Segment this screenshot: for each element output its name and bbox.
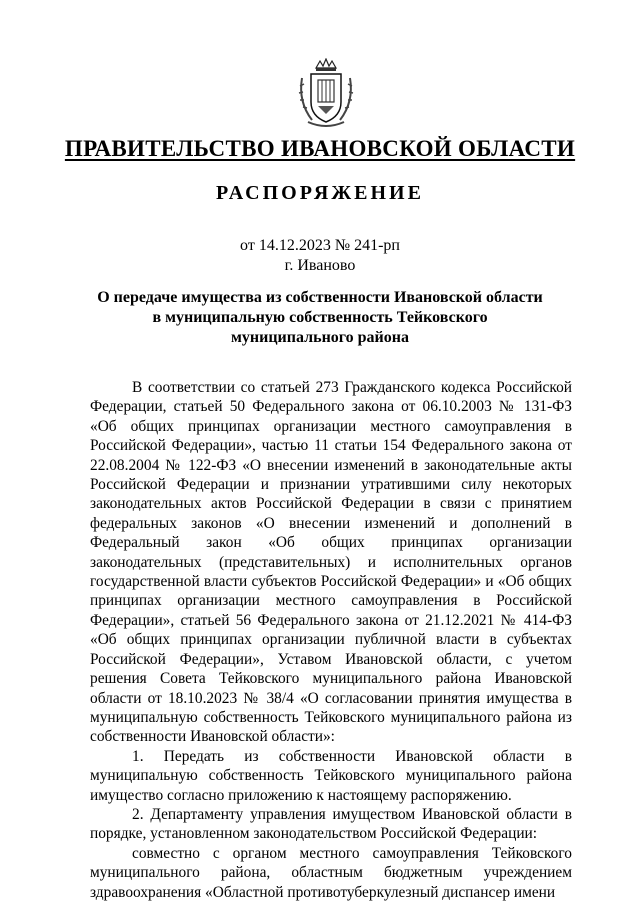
document-body — [90, 378, 572, 902]
body-paragraph: 1. Передать из собственности Ивановской области в муниципальную собственность Тейковского муниципального района имущество согласно приложению к настоящему распоряжению. — [90, 747, 572, 804]
subject-line: в муниципальную собственность Тейковского — [152, 309, 488, 326]
city: г. Иваново — [284, 257, 356, 274]
body-paragraph: совместно с органом местного самоуправления Тейковского муниципального района, областным бюджетным учреждением здравоохранения «Областной противотуберкулезный диспансер имени — [90, 844, 572, 901]
document-subject — [60, 288, 580, 348]
subject-line: О передаче имущества из собственности Ивановской области — [97, 289, 543, 306]
coat-of-arms-icon — [296, 58, 356, 130]
document-type-heading: РАСПОРЯЖЕНИЕ — [216, 182, 424, 204]
government-title: ПРАВИТЕЛЬСТВО ИВАНОВСКОЙ ОБЛАСТИ — [64, 136, 576, 161]
subject-line: муниципального района — [231, 329, 409, 346]
document-meta — [0, 236, 640, 276]
body-paragraph: 2. Департаменту управления имуществом Ивановской области в порядке, установленном законодательством Российской Федерации: — [90, 805, 572, 843]
body-paragraph: В соответствии со статьей 273 Гражданского кодекса Российской Федерации, статьей 50 Федерального закона от 06.10.2003 № 131-ФЗ «Об общих принципах организации местного самоуправления в Российской Федерации», частью 11 статьи 154 Федерального закона от 22.08.2004 № 122-ФЗ «О внесении изменений в законодательные акты Российской Федерации и признании утратившими силу некоторых законодательных актов Российской Федерации в связи с принятием федеральных законов «О внесении изменений и дополнений в Федеральный закон «Об общих принципах организации законодательных (представительных) и исполнительных органов государственной власти субъектов Российской Федерации» и «Об общих принципах организации местного самоуправления в Российской Федерации», статьей 56 Федерального закона от 21.12.2021 № 414-ФЗ «Об общих принципах организации публичной власти в субъектах Российской Федерации», Уставом Ивановской области, с учетом решения Совета Тейковского муниципального района Ивановской области от 18.10.2023 № 38/4 «О согласовании принятия имущества в муниципальную собственность Тейковского муниципального района из собственности Ивановской области»: — [90, 379, 572, 746]
date-and-number: от 14.12.2023 № 241-рп — [240, 237, 400, 254]
